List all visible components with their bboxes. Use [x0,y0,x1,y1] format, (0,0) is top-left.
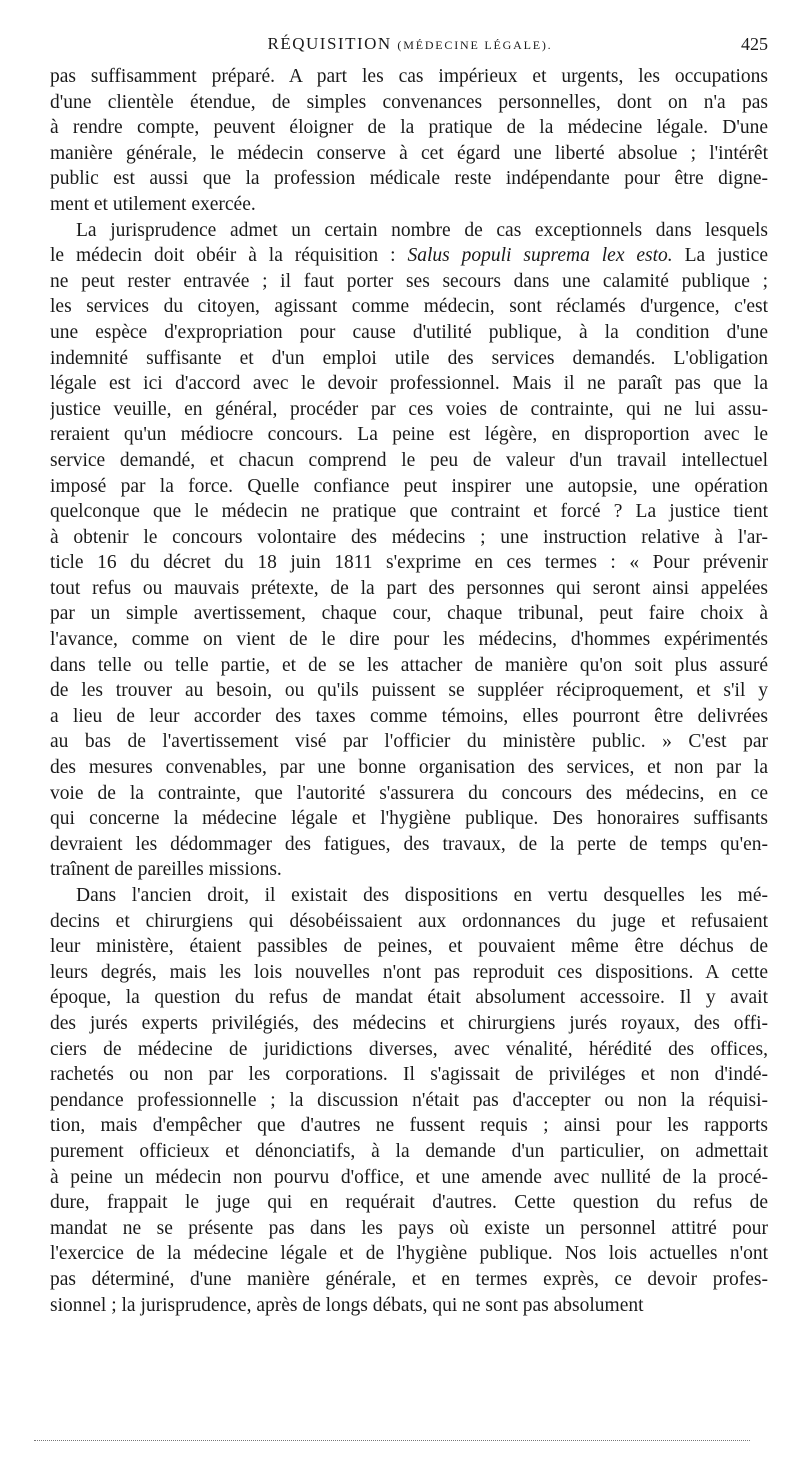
text-line: des jurés experts privilégiés, des médecins et chirurgiens jurés royaux, des offi- [50,1012,768,1034]
text-line: le médecin doit obéir à la réquisition : Salus populi suprema lex esto. La justice [50,245,768,267]
text-line: quelconque que le médecin ne pratique que contraint et forcé ? La justice tient [50,501,768,523]
paragraph [50,64,768,218]
text-line: ne peut rester entravée ; il faut porter ses secours dans une calamité publique ; [50,270,768,292]
running-title [52,30,768,59]
paragraph [50,218,768,883]
text-line: une espèce d'expropriation pour cause d'utilité publique, à la condition d'une [50,321,768,343]
text-line: leurs degrés, mais les lois nouvelles n'ont pas reproduit ces dispositions. A cette [50,961,768,983]
text-line: La jurisprudence admet un certain nombre de cas exceptionnels dans lesquels [76,219,768,241]
text-line: imposé par la force. Quelle confiance peut inspirer une autopsie, une opération [50,475,768,497]
text-line: reraient qu'un médiocre concours. La peine est légère, en disproportion avec le [50,424,768,446]
text-line: pendance professionnelle ; la discussion n'était pas d'accepter ou non la réquisi- [50,1089,768,1111]
text-line: public est aussi que la profession médicale reste indépendante pour être digne- [50,168,768,190]
page-number: 425 [741,34,768,54]
text-line: à peine un médecin non pourvu d'office, et une amende avec nullité de la procé- [50,1166,768,1188]
text-line: dure, frappait le juge qui en requérait d'autres. Cette question du refus de [50,1192,768,1214]
footer-dotted-rule [34,1440,750,1441]
text-line: l'avance, comme on vient de le dire pour les médecins, d'hommes expérimentés [50,629,768,651]
text-line: indemnité suffisante et d'un emploi utile des services demandés. L'obligation [50,347,768,369]
text-line: époque, la question du refus de mandat était absolument accessoire. Il y avait [50,987,768,1009]
text-line: voie de la contrainte, que l'autorité s'assurera du concours des médecins, en ce [50,782,768,804]
text-line: des mesures convenables, par une bonne organisation des services, et non par la [50,757,768,779]
text-line: d'une clientèle étendue, de simples convenances personnelles, dont on n'a pas [50,91,768,113]
text-line: a lieu de leur accorder des taxes comme témoins, elles pourront être delivrées [50,705,768,727]
text-line: justice veuille, en général, procéder par ces voies de contrainte, qui ne lui assu- [50,398,768,420]
text-line: qui concerne la médecine légale et l'hygiène publique. Des honoraires suffisants [50,808,768,830]
text-line: service demandé, et chacun comprend le peu de valeur d'un travail intellectuel [50,449,768,471]
text-line: manière générale, le médecin conserve à cet égard une liberté absolue ; l'intérêt [50,142,768,164]
text-line: pas déterminé, d'une manière générale, et en termes exprès, ce devoir profes- [50,1268,768,1290]
text-line: de les trouver au besoin, ou qu'ils puissent se suppléer réciproquement, et s'il y [50,680,768,702]
text-line: mandat ne se présente pas dans les pays où existe un personnel attitré pour [50,1217,768,1239]
text-line: leur ministère, étaient passibles de peines, et pouvaient même être déchus de [50,936,768,958]
text-line: ment et utilement exercée. [50,193,256,215]
text-line: tout refus ou mauvais prétexte, de la part des personnes qui seront ainsi appelées [50,577,768,599]
text-line: traînent de pareilles missions. [50,859,282,881]
text-line: dans telle ou telle partie, et de se les attacher de manière qu'on soit plus assuré [50,654,768,676]
text-line: decins et chirurgiens qui désobéissaient aux ordonnances du juge et refusaient [50,910,768,932]
text-line: les services du citoyen, agissant comme médecin, sont réclamés d'urgence, c'est [50,296,768,318]
text-line: au bas de l'avertissement visé par l'officier du ministère public. » C'est par [50,731,768,753]
running-header [52,30,768,58]
text-line: tion, mais d'empêcher que d'autres ne fussent requis ; ainsi pour les rapports [50,1115,768,1137]
text-line: à rendre compte, peuvent éloigner de la pratique de la médecine légale. D'une [50,117,768,139]
text-line: Dans l'ancien droit, il existait des dispositions en vertu desquelles les mé- [76,885,768,906]
running-title-subtitle: (MÉDECINE LÉGALE). [397,38,553,52]
body-text [50,64,768,1318]
text-line: par un simple avertissement, chaque cour, chaque tribunal, peut faire choix à [50,603,768,625]
text-line: devraient les dédommager des fatigues, des travaux, de la perte de temps qu'en- [50,833,768,855]
text-line: légale est ici d'accord avec le devoir professionnel. Mais il ne paraît pas que la [50,373,768,395]
running-title-main: RÉQUISITION [267,34,392,53]
text-line: à obtenir le concours volontaire des médecins ; une instruction relative à l'ar- [50,526,768,548]
text-line: purement officieux et dénonciatifs, à la demande d'un particulier, on admettait [50,1140,768,1162]
text-line: l'exercice de la médecine légale et de l'hygiène publique. Nos lois actuelles n'ont [50,1243,768,1265]
text-line: rachetés ou non par les corporations. Il s'agissait de priviléges et non d'indé- [50,1064,768,1086]
latin-maxim: Salus populi suprema lex esto. [407,245,673,267]
text-line: ciers de médecine de juridictions diverses, avec vénalité, hérédité des offices, [50,1038,768,1060]
text-line: ticle 16 du décret du 18 juin 1811 s'exprime en ces termes : « Pour prévenir [50,552,768,574]
paragraph [50,883,768,1318]
text-line: sionnel ; la jurisprudence, après de longs débats, qui ne sont pas absolument [50,1294,644,1316]
text-line: pas suffisamment préparé. A part les cas impérieux et urgents, les occupations [50,66,768,87]
